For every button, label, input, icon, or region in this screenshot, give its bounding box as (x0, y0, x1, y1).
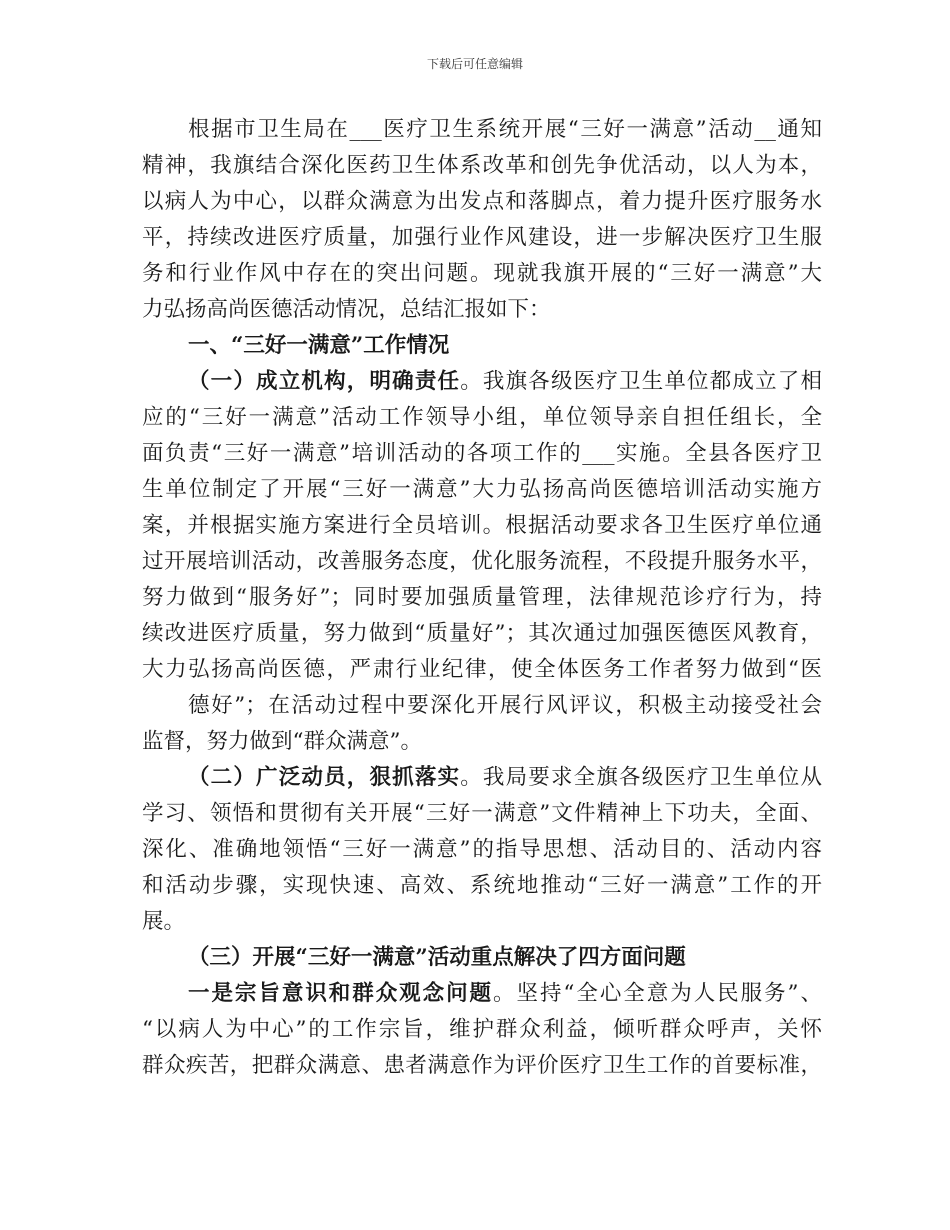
page-header: 下载后可任意编辑 (426, 57, 523, 71)
line-text: 努力做到“服务好”；同时要加强质量管理，法律规范诊疗行为，持 (142, 585, 822, 610)
line-text: 学习、领悟和贯彻有关开展“三好一满意”文件精神上下功夫，全面、 (142, 801, 822, 826)
text-line (142, 508, 822, 544)
text-line (142, 724, 822, 760)
text-line (142, 940, 822, 976)
text-line (142, 112, 822, 148)
text-line (142, 148, 822, 184)
line-text: 生单位制定了开展“三好一满意”大力弘扬高尚医德培训活动实施方 (142, 477, 822, 502)
text-line (142, 688, 822, 724)
text-line (142, 976, 822, 1012)
text-line (142, 328, 822, 364)
line-text: 一、“三好一满意”工作情况 (188, 333, 450, 358)
line-text: 监督，努力做到“群众满意”。 (142, 729, 422, 754)
text-line (142, 400, 822, 436)
text-line (142, 580, 822, 616)
text-line (142, 184, 822, 220)
line-text: 过开展培训活动，改善服务态度，优化服务流程，不段提升服务水平， (142, 549, 822, 574)
text-line (142, 220, 822, 256)
line-text: 。我局要求全旗各级医疗卫生单位从 (460, 765, 822, 790)
line-text: 面负责“三好一满意”培训活动的各项工作的___实施。全县各医疗卫 (142, 441, 822, 466)
line-text: 深化、准确地领悟“三好一满意”的指导思想、活动目的、活动内容 (142, 837, 822, 862)
line-text: 展。 (142, 909, 186, 934)
bold-lead: （二）广泛动员，狠抓落实 (188, 765, 461, 790)
line-text: 。我旗各级医疗卫生单位都成立了相 (460, 369, 822, 394)
line-text: 案，并根据实施方案进行全员培训。根据活动要求各卫生医疗单位通 (142, 513, 822, 538)
text-line (142, 364, 822, 400)
line-text: 平，持续改进医疗质量，加强行业作风建设，进一步解决医疗卫生服 (142, 225, 822, 250)
text-line (142, 292, 822, 328)
text-line (142, 544, 822, 580)
line-text: 应的“三好一满意”活动工作领导小组，单位领导亲自担任组长，全 (142, 405, 822, 430)
line-text: 大力弘扬高尚医德，严肃行业纪律，使全体医务工作者努力做到“医 (142, 657, 822, 682)
text-line (142, 1012, 822, 1048)
text-line (142, 868, 822, 904)
text-line (142, 796, 822, 832)
text-line (142, 904, 822, 940)
line-text: 务和行业作风中存在的突出问题。现就我旗开展的“三好一满意”大 (142, 261, 822, 286)
text-line (142, 616, 822, 652)
line-text: 。坚持“全心全意为人民服务”、 (493, 981, 822, 1006)
document-body (142, 112, 822, 1084)
line-text: （三）开展“三好一满意”活动重点解决了四方面问题 (188, 945, 686, 970)
bold-lead: （一）成立机构，明确责任 (188, 369, 461, 394)
text-line (142, 436, 822, 472)
text-line (142, 832, 822, 868)
line-text: 群众疾苦，把群众满意、患者满意作为评价医疗卫生工作的首要标准， (142, 1053, 822, 1078)
line-text: 续改进医疗质量，努力做到“质量好”；其次通过加强医德医风教育， (142, 621, 822, 646)
line-text: 以病人为中心，以群众满意为出发点和落脚点，着力提升医疗服务水 (142, 189, 822, 214)
line-text: 力弘扬高尚医德活动情况，总结汇报如下： (142, 297, 551, 322)
line-text: 精神，我旗结合深化医药卫生体系改革和创先争优活动，以人为本， (142, 153, 822, 178)
text-line (142, 760, 822, 796)
line-text: 根据市卫生局在___医疗卫生系统开展“三好一满意”活动__通知 (188, 117, 822, 142)
text-line (142, 256, 822, 292)
text-line (142, 1048, 822, 1084)
line-text: 德好”；在活动过程中要深化开展行风评议，积极主动接受社会 (188, 693, 822, 718)
bold-lead: 一是宗旨意识和群众观念问题 (188, 981, 494, 1006)
text-line (142, 652, 822, 688)
text-line (142, 472, 822, 508)
line-text: 和活动步骤，实现快速、高效、系统地推动“三好一满意”工作的开 (142, 873, 822, 898)
line-text: “以病人为中心”的工作宗旨，维护群众利益，倾听群众呼声，关怀 (142, 1017, 822, 1042)
